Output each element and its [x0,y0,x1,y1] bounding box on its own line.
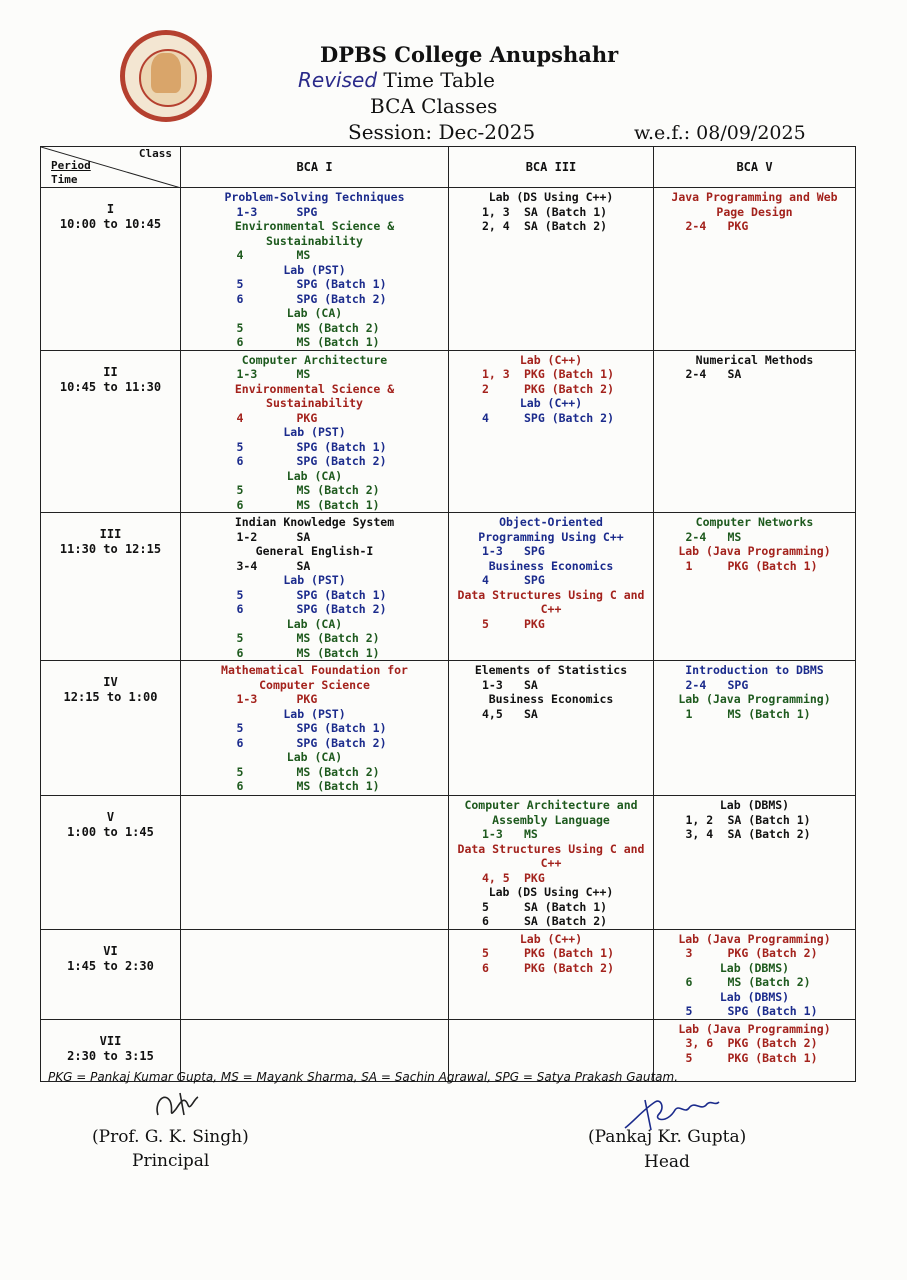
lecture-assignment [181,721,448,736]
lecture-numbers: 5 [236,631,244,645]
column-header-bca5: BCA V [654,147,856,188]
period-time: 12:15 to 1:00 [63,690,158,704]
lecture-assignment [181,736,448,751]
lecture-numbers: 1-3 [482,827,503,841]
lecture-numbers: 5 [685,1050,693,1065]
faculty-code: SA [296,529,311,544]
period-time-cell [41,661,181,796]
subject-line: Programming Using C++ [478,529,624,544]
lecture-numbers: 6 [236,779,244,793]
faculty-code: SPG [524,573,545,587]
lecture-assignment [449,961,653,976]
lecture-assignment [181,631,448,646]
subject-line: Lab (Java Programming) [678,931,831,946]
faculty-code: SPG (Batch 2) [524,410,615,425]
faculty-code: MS (Batch 2) [296,483,380,497]
subject-line: Lab (DS Using C++) [488,885,614,899]
principal-title: Principal [132,1151,210,1171]
faculty-code: SPG (Batch 1) [296,721,387,735]
faculty-code: PKG [524,616,545,631]
lecture-assignment [181,367,448,382]
lecture-assignment [181,530,448,545]
lecture-numbers: 4 [482,410,489,425]
schedule-cell-bca5 [654,929,856,1019]
column-header-bca1: BCA I [181,147,449,188]
faculty-code: MS [296,367,311,381]
period-row [41,661,856,796]
schedule-cell-bca1 [181,929,449,1019]
lecture-assignment [181,692,448,707]
lecture-assignment [449,617,653,632]
lecture-assignment [449,219,653,234]
subject-line: Mathematical Foundation for [221,663,408,677]
lecture-numbers: 5 [236,587,244,602]
column-header-bca3: BCA III [449,147,654,188]
subject-line: C++ [540,602,562,616]
lecture-assignment [449,411,653,426]
lecture-assignment [654,975,855,990]
lecture-assignment [181,646,448,661]
subject-line: Lab (PST) [283,425,346,439]
subject-line: Lab (PST) [283,573,346,587]
period-label: Period [51,159,91,172]
lecture-assignment [654,367,855,382]
lecture-numbers: 1-3 [236,692,258,706]
lecture-assignment [654,530,855,545]
period-number: VII [99,1033,122,1048]
lecture-numbers: 5 [236,439,244,454]
faculty-code: MS (Batch 1) [296,779,380,793]
lecture-numbers: 3, 6 [685,1036,714,1050]
faculty-code: SPG (Batch 1) [296,439,387,454]
lecture-numbers: 1, 3 [482,204,510,219]
lecture-numbers: 1-3 [236,367,258,381]
lecture-assignment [654,946,855,961]
lecture-assignment [181,411,448,426]
lecture-numbers: 4,5 [482,706,503,721]
schedule-cell-bca5 [654,513,856,661]
lecture-numbers: 4 [482,573,489,587]
lecture-numbers: 4 [236,410,244,425]
lecture-numbers: 5 [236,277,244,291]
period-time: 10:00 to 10:45 [59,217,162,231]
lecture-assignment [449,678,653,693]
faculty-code: MS (Batch 2) [727,975,811,989]
lecture-numbers: 6 [236,645,244,660]
lecture-assignment [654,219,855,234]
period-time: 1:45 to 2:30 [67,958,154,973]
lecture-numbers: 6 [236,291,244,306]
period-row [41,350,856,513]
period-number: I [106,202,115,216]
lecture-assignment [449,205,653,220]
lecture-assignment [181,454,448,469]
period-number: IV [103,675,118,689]
faculty-code: PKG (Batch 2) [524,960,615,975]
faculty-code: SA (Batch 2) [727,827,811,841]
faculty-code: MS (Batch 1) [727,706,811,721]
faculty-code: SA (Batch 1) [727,812,811,827]
lecture-assignment [654,813,855,828]
period-row [41,796,856,930]
schedule-cell-bca3 [449,661,654,796]
period-time-cell [41,350,181,513]
lecture-assignment [449,914,653,929]
head-title: Head [644,1152,690,1172]
faculty-code: SPG [727,677,749,692]
faculty-code: PKG (Batch 2) [727,946,818,960]
subject-line: Lab (CA) [286,616,343,631]
time-label: Time [51,173,78,186]
schedule-cell-bca1 [181,661,449,796]
faculty-code: PKG [296,692,318,706]
faculty-code: SA (Batch 1) [524,899,608,914]
principal-signature [150,1085,210,1125]
schedule-cell-bca5 [654,661,856,796]
lecture-numbers: 1-2 [236,529,258,544]
lecture-numbers: 6 [236,497,244,512]
lecture-assignment [449,946,653,961]
period-time-cell [41,929,181,1019]
subject-line: Lab (C++) [519,396,583,410]
class-label: Class [138,147,172,160]
lecture-assignment [181,498,448,513]
subject-line: Page Design [716,204,793,219]
faculty-code: MS (Batch 1) [296,497,380,512]
schedule-cell-bca3 [449,350,654,513]
lecture-assignment [449,367,653,382]
subject-line: Elements of Statistics [474,663,628,677]
subject-line: Environmental Science & [234,219,395,233]
faculty-code: MS (Batch 2) [296,631,380,645]
lecture-numbers: 5 [236,764,244,779]
lecture-assignment [654,1004,855,1019]
faculty-code: MS [296,248,311,262]
subject-line: Lab (PST) [283,262,346,277]
subject-line: Java Programming and Web [671,190,838,204]
lecture-assignment [654,559,855,574]
faculty-code: PKG [727,219,749,233]
faculty-code: PKG [296,410,318,425]
subject-line: Lab (C++) [519,931,583,946]
lecture-numbers: 1 [685,706,693,721]
lecture-numbers: 2 [482,381,489,396]
faculty-code: SA [727,367,742,381]
subject-line: General English-I [255,544,374,558]
faculty-code: MS [727,529,742,544]
lecture-assignment [181,248,448,263]
subject-line: Computer Science [259,677,370,692]
period-number: II [103,364,118,379]
lecture-numbers: 4, 5 [482,870,510,885]
lecture-numbers: 5 [482,616,489,631]
period-time: 11:30 to 12:15 [59,542,162,556]
period-row [41,929,856,1019]
lecture-numbers: 6 [236,735,244,750]
lecture-numbers: 6 [482,960,489,975]
timetable-title [298,68,495,92]
period-row [41,513,856,661]
lecture-assignment [654,707,855,722]
subject-line: Lab (DS Using C++) [488,190,614,204]
lecture-numbers: 5 [482,946,489,960]
subject-line: Data Structures Using C and [457,841,645,856]
schedule-cell-bca1 [181,188,449,351]
classes-title: BCA Classes [370,94,498,118]
lecture-numbers: 6 [685,975,693,989]
period-time: 10:45 to 11:30 [59,379,162,394]
lecture-assignment [654,1051,855,1066]
lecture-numbers: 3, 4 [685,827,714,841]
subject-line: Business Economics [488,692,614,706]
lecture-numbers: 1-3 [482,677,503,692]
revised-handwritten: Revised [298,68,378,92]
lecture-numbers: 5 [236,721,244,735]
subject-line: Sustainability [266,396,363,410]
subject-line: Object-Oriented [499,515,603,529]
faculty-code: MS (Batch 1) [296,645,380,660]
lecture-assignment [449,707,653,722]
period-time: 1:00 to 1:45 [67,825,154,839]
faculty-code: MS (Batch 1) [296,335,380,349]
subject-line: Lab (DBMS) [719,960,790,975]
faculty-code: PKG (Batch 1) [727,558,818,573]
lecture-assignment [181,277,448,292]
faculty-code: SPG [524,544,545,558]
lecture-assignment [181,292,448,307]
schedule-cell-bca5 [654,1019,856,1081]
subject-line: Lab (CA) [286,468,343,483]
period-row [41,188,856,351]
schedule-cell-bca3 [449,513,654,661]
lecture-assignment [449,382,653,397]
faculty-code: SA [524,677,538,692]
lecture-numbers: 3-4 [236,558,258,573]
period-time-cell [41,513,181,661]
faculty-code: SPG (Batch 1) [296,587,387,602]
lecture-assignment [449,573,653,588]
subject-line: C++ [540,856,562,870]
lecture-assignment [654,1036,855,1051]
schedule-cell-bca3 [449,188,654,351]
schedule-cell-bca5 [654,796,856,930]
faculty-code: PKG (Batch 1) [524,367,615,381]
lecture-assignment [181,779,448,794]
lecture-assignment [449,827,653,842]
college-seal-logo [120,30,212,122]
timetable-label: Time Table [383,68,496,92]
faculty-code: SPG (Batch 2) [296,735,387,750]
lecture-assignment [181,559,448,574]
faculty-code: SPG (Batch 2) [296,602,387,616]
lecture-numbers: 5 [236,483,244,497]
subject-line: Lab (CA) [286,306,343,320]
faculty-code: PKG (Batch 2) [524,381,615,396]
lecture-numbers: 4 [236,248,244,262]
faculty-code: SPG (Batch 1) [727,1004,818,1018]
saraswati-figure-icon [151,53,181,93]
lecture-numbers: 1-3 [236,204,258,219]
lecture-numbers: 6 [236,454,244,468]
subject-line: Sustainability [266,233,363,248]
lecture-numbers: 1, 3 [482,367,510,381]
subject-line: Lab (Java Programming) [678,1021,831,1036]
lecture-numbers: 2-4 [685,529,707,544]
lecture-numbers: 3 [685,946,693,960]
lecture-assignment [181,321,448,336]
subject-line: Numerical Methods [695,352,814,367]
period-time-cell [41,796,181,930]
principal-name: (Prof. G. K. Singh) [92,1127,249,1147]
lecture-numbers: 6 [236,335,244,349]
lecture-numbers: 2-4 [685,367,707,381]
lecture-assignment [181,440,448,455]
subject-line: Lab (DBMS) [719,798,790,812]
faculty-code: MS (Batch 2) [296,320,380,335]
schedule-cell-bca1 [181,350,449,513]
period-number: V [106,810,115,824]
faculty-code: PKG (Batch 2) [727,1036,818,1050]
lecture-assignment [449,900,653,915]
lecture-assignment [181,765,448,780]
period-time-cell [41,188,181,351]
lecture-numbers: 2, 4 [482,219,510,233]
faculty-code: SA (Batch 1) [524,204,608,219]
wef-date: w.e.f.: 08/09/2025 [634,122,806,144]
lecture-numbers: 5 [482,899,489,914]
subject-line: Lab (DBMS) [719,989,790,1004]
timetable-grid [40,146,856,1082]
subject-line: Lab (Java Programming) [678,692,831,706]
college-name: DPBS College Anupshahr [320,42,619,67]
period-number: III [99,527,122,541]
lecture-numbers: 5 [236,320,244,335]
subject-line: Problem-Solving Techniques [224,190,405,204]
lecture-numbers: 1-3 [482,544,503,558]
lecture-numbers: 2-4 [685,219,707,233]
faculty-code: SA [524,706,538,721]
lecture-numbers: 6 [482,914,489,928]
faculty-code: PKG (Batch 1) [524,946,615,960]
lecture-assignment [181,205,448,220]
session-label: Session: Dec-2025 [348,120,536,144]
faculty-code: SA [296,558,311,573]
lecture-assignment [181,483,448,498]
period-number: VI [103,943,118,958]
period-time: 2:30 to 3:15 [67,1048,154,1063]
faculty-code: PKG (Batch 1) [727,1050,818,1065]
lecture-numbers: 5 [685,1004,693,1018]
faculty-legend: PKG = Pankaj Kumar Gupta, MS = Mayank Sharma, SA = Sachin Agrawal, SPG = Satya Prakash Gautam. [48,1070,679,1084]
schedule-cell-bca5 [654,188,856,351]
schedule-cell-bca1 [181,513,449,661]
subject-line: Lab (Java Programming) [678,544,831,558]
lecture-assignment [654,827,855,842]
subject-line: Lab (PST) [283,706,346,721]
faculty-code: SPG (Batch 2) [296,454,387,468]
faculty-code: SPG (Batch 2) [296,291,387,306]
subject-line: Data Structures Using C and [457,587,645,602]
lecture-numbers: 1, 2 [685,812,714,827]
subject-line: Lab (CA) [286,750,343,764]
lecture-numbers: 6 [236,602,244,616]
head-name: (Pankaj Kr. Gupta) [588,1127,747,1147]
schedule-cell-bca3 [449,929,654,1019]
subject-line: Introduction to DBMS [685,663,824,677]
lecture-assignment [181,588,448,603]
subject-line: Computer Architecture [241,352,388,367]
faculty-code: SPG (Batch 1) [296,277,387,291]
subject-line: Computer Architecture and [464,798,638,812]
subject-line: Business Economics [488,558,614,573]
lecture-assignment [654,678,855,693]
faculty-code: SA (Batch 2) [524,914,608,928]
faculty-code: SPG [296,204,318,219]
subject-line: Lab (C++) [519,352,583,367]
faculty-code: PKG [524,870,545,885]
schedule-cell-bca5 [654,350,856,513]
lecture-assignment [181,335,448,350]
schedule-cell-bca1 [181,796,449,930]
subject-line: Environmental Science & [234,381,395,396]
subject-line: Indian Knowledge System [234,515,395,529]
faculty-code: MS (Batch 2) [296,764,380,779]
faculty-code: MS [524,827,538,841]
lecture-assignment [449,871,653,886]
schedule-cell-bca3 [449,796,654,930]
lecture-numbers: 2-4 [685,677,707,692]
subject-line: Assembly Language [492,812,610,827]
lecture-assignment [449,544,653,559]
subject-line: Computer Networks [695,515,814,529]
lecture-assignment [181,602,448,617]
lecture-numbers: 1 [685,558,693,573]
faculty-code: SA (Batch 2) [524,219,608,233]
corner-header-cell [41,147,181,188]
